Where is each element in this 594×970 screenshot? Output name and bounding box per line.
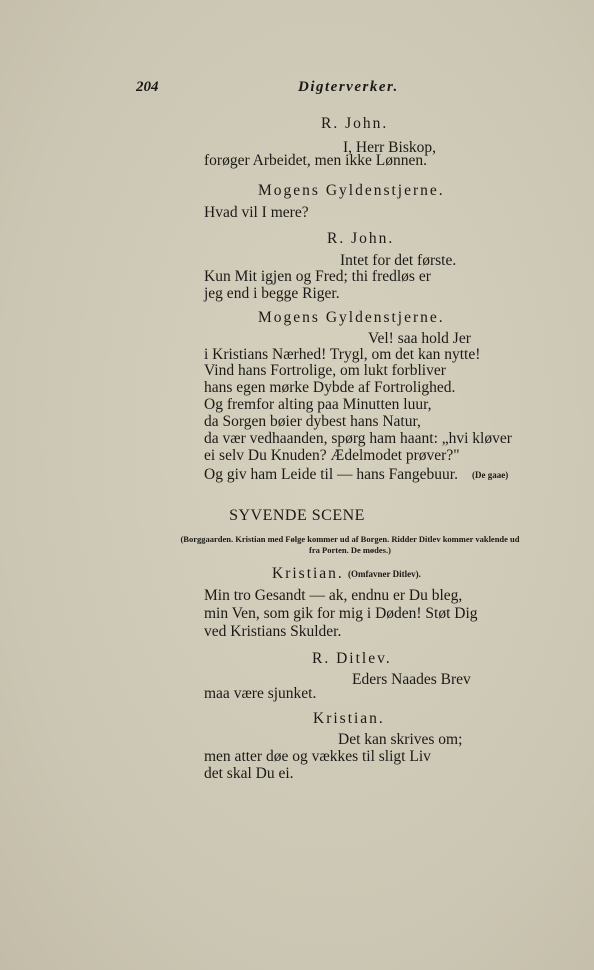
verse-line: Vel! saa hold Jer <box>368 330 471 347</box>
verse-line: Hvad vil I mere? <box>204 204 309 221</box>
verse-line: ei selv Du Knuden? Ædelmodet prøver?" <box>204 447 460 464</box>
stage-direction-exit: (De gaae) <box>472 470 509 480</box>
stage-direction-scene-line-1: (Borggaarden. Kristian med Følge kommer ud af Borgen. Ridder Ditlev kommer vaklende ud <box>180 534 520 544</box>
speaker-name: Kristian. <box>313 710 385 727</box>
verse-line: Og fremfor alting paa Minutten luur, <box>204 396 432 413</box>
stage-direction-scene <box>130 534 570 556</box>
verse-line: I, Herr Biskop, <box>343 139 436 156</box>
verse-line: men atter døe og vækkes til sligt Liv <box>204 748 431 765</box>
speaker-name: R. Ditlev. <box>312 650 392 667</box>
stage-direction-embrace: (Omfavner Ditlev). <box>348 569 421 579</box>
speaker-name: R. John. <box>321 115 389 132</box>
speaker-name: Mogens Gyldenstjerne. <box>258 182 445 199</box>
verse-line: det skal Du ei. <box>204 765 294 782</box>
verse-line: Vind hans Fortrolige, om lukt forbliver <box>204 362 446 379</box>
running-title: Digterverker. <box>298 79 399 95</box>
verse-line: Og giv ham Leide til — hans Fangebuur. <box>204 466 458 483</box>
verse-line: Intet for det første. <box>340 252 457 269</box>
verse-line: ved Kristians Skulder. <box>204 623 342 640</box>
verse-line: Det kan skrives om; <box>338 731 463 748</box>
verse-line: i Kristians Nærhed! Trygl, om det kan nytte! <box>204 346 481 363</box>
verse-line: min Ven, som gik for mig i Døden! Støt Dig <box>204 605 478 622</box>
speaker-name: R. John. <box>327 230 395 247</box>
verse-line: maa være sjunket. <box>204 685 317 702</box>
scene-title: SYVENDE SCENE <box>229 507 365 524</box>
verse-line: Min tro Gesandt — ak, endnu er Du bleg, <box>204 587 463 604</box>
verse-line: forøger Arbeidet, men ikke Lønnen. <box>204 152 427 169</box>
verse-line: hans egen mørke Dybde af Fortrolighed. <box>204 379 456 396</box>
verse-line: Kun Mit igjen og Fred; thi fredløs er <box>204 268 431 285</box>
verse-line: Eders Naades Brev <box>352 671 471 688</box>
speaker-name: Kristian. <box>272 565 344 582</box>
verse-line: da vær vedhaanden, spørg ham haant: „hvi kløver <box>204 430 512 447</box>
speaker-name: Mogens Gyldenstjerne. <box>258 309 445 326</box>
page-number: 204 <box>136 79 159 95</box>
stage-direction-scene-line-2: fra Porten. De mødes.) <box>309 545 391 555</box>
verse-line: jeg end i begge Riger. <box>204 285 340 302</box>
verse-line: da Sorgen bøier dybest hans Natur, <box>204 413 421 430</box>
